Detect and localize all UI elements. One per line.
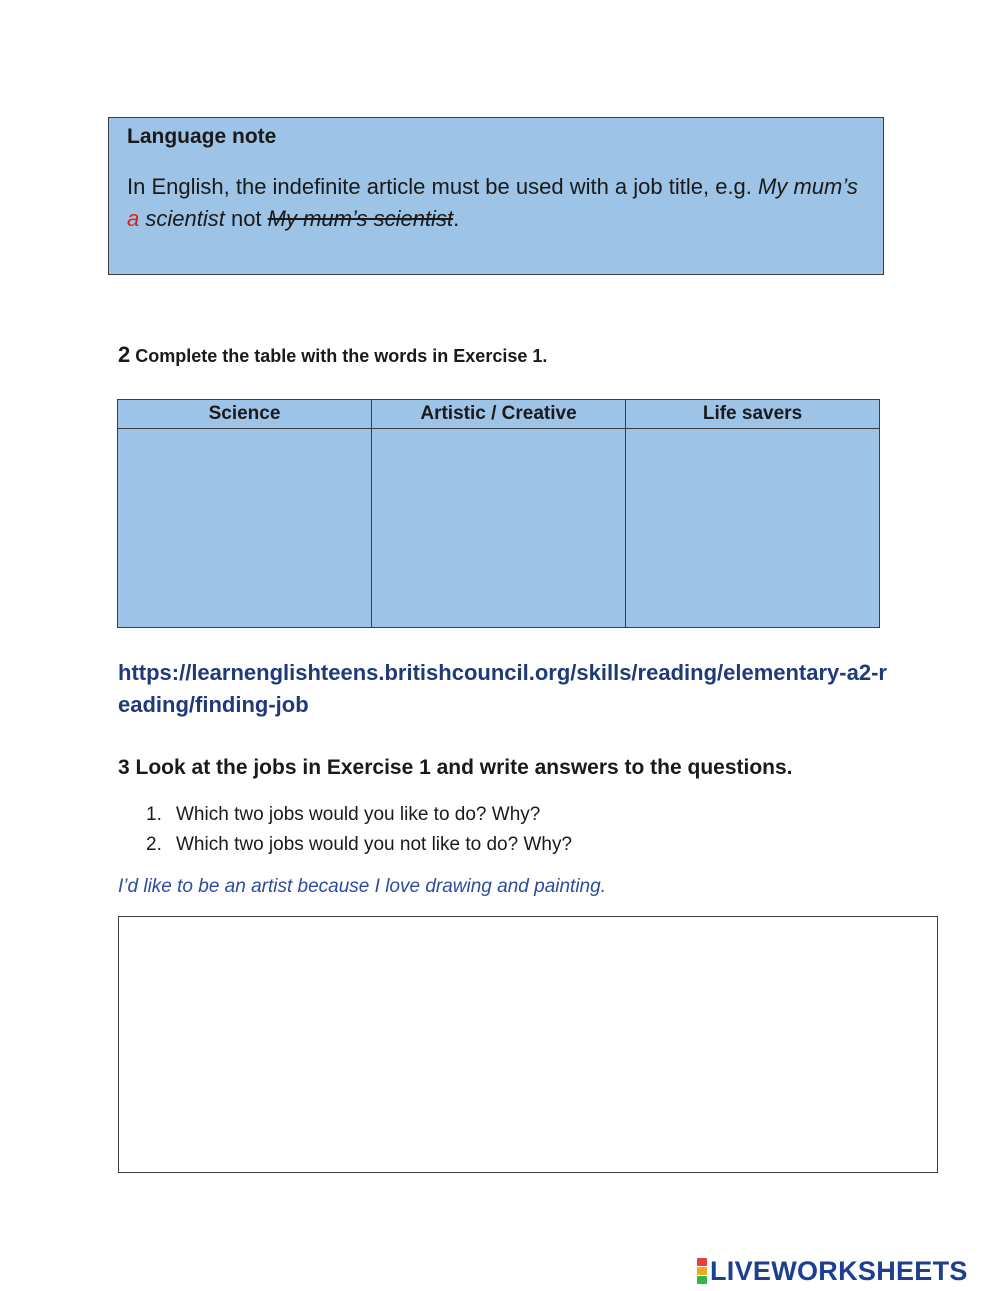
question-number: 2.: [146, 834, 162, 855]
liveworksheets-logo[interactable]: [697, 1255, 968, 1287]
life-savers-answer-cell[interactable]: [626, 429, 880, 628]
exercise-2-instruction: Complete the table with the words in Exercise 1.: [135, 346, 548, 366]
note-text-middle: not: [224, 206, 268, 231]
language-note-box: [108, 117, 884, 275]
logo-text: LIVEWORKSHEETS: [710, 1255, 968, 1286]
column-header-science: Science: [118, 400, 372, 429]
job-categories-table: [117, 399, 880, 628]
table-answer-row: [118, 429, 880, 628]
note-text-before: In English, the indefinite article must be used with a job title, e.g.: [127, 174, 759, 199]
exercise-3-heading: 3 Look at the jobs in Exercise 1 and write answers to the questions.: [118, 756, 793, 779]
source-link[interactable]: https://learnenglishteens.britishcouncil.org/skills/reading/elementary-a2-reading/finding-job: [118, 660, 887, 717]
question-number: 1.: [146, 804, 162, 825]
note-example-part2: scientist: [139, 206, 225, 231]
language-note-title: Language note: [127, 125, 277, 148]
column-header-artistic: Artistic / Creative: [372, 400, 626, 429]
question-text: Which two jobs would you not like to do? Why?: [176, 834, 573, 855]
science-answer-cell[interactable]: [118, 429, 372, 628]
column-header-life-savers: Life savers: [626, 400, 880, 429]
list-item: [146, 800, 572, 830]
example-answer: I’d like to be an artist because I love drawing and painting.: [118, 876, 606, 897]
note-wrong-example: My mum’s scientist: [267, 206, 454, 231]
answer-text-box[interactable]: [118, 916, 938, 1173]
language-note-text: [127, 171, 865, 235]
table-header-row: [118, 400, 880, 429]
question-list: [146, 800, 572, 860]
question-text: Which two jobs would you like to do? Why?: [176, 804, 541, 825]
exercise-2-heading: [118, 340, 547, 371]
artistic-answer-cell[interactable]: [372, 429, 626, 628]
list-item: [146, 830, 572, 860]
liveworksheets-logo-icon: [697, 1258, 707, 1284]
exercise-2-number: 2: [118, 342, 131, 367]
note-example-article: a: [127, 206, 140, 231]
logo-block-red: [697, 1258, 707, 1266]
logo-block-green: [697, 1276, 707, 1284]
note-text-end: .: [453, 206, 460, 231]
logo-block-orange: [697, 1267, 707, 1275]
note-example-part1: My mum’s: [758, 174, 858, 199]
